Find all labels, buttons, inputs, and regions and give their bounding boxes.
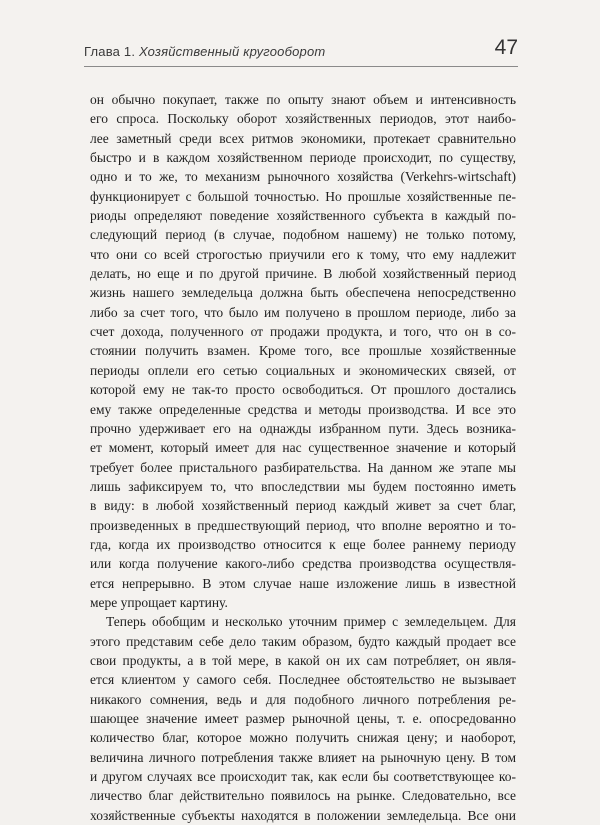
text-line: количество благ, которое можно получить снижая цену; и наоборот, — [90, 730, 516, 746]
text-line: либо за счет того, что было им получено в прошлом периоде, либо за — [90, 304, 516, 320]
text-line: мере упрощает картину. — [90, 594, 228, 610]
text-line: стоянии получить взамен. Кроме того, все прошлые хозяйственные — [90, 343, 516, 359]
text-line: делать, но еще и по другой причине. В любой хозяйственный период — [90, 266, 516, 282]
header-rule — [84, 66, 518, 67]
text-line: никакого сомнения, ведь и для подобного личного потребления ре- — [90, 691, 516, 707]
text-line: быстро и в каждом хозяйственном периоде происходит, по существу, — [90, 150, 516, 166]
chapter-title: Хозяйственный кругооборот — [138, 44, 326, 59]
page-number: 47 — [494, 36, 518, 59]
text-line: он обычно покупает, также по опыту знают объем и интенсивность — [90, 92, 516, 107]
text-line: риоды определяют поведение хозяйственного субъекта в каждый по- — [90, 208, 516, 224]
text-line: ему также определенные средства и методы производства. И все это — [90, 401, 516, 417]
text-line: периоды оплели его сетью социальных и экономических связей, от — [90, 362, 516, 378]
text-line: которой ему не так-то просто освободиться. От прошлого достались — [90, 382, 516, 398]
text-line: этого представим себе дело таким образом, будто каждый продает все — [90, 633, 516, 649]
text-line: функционирует с большой точностью. Но прошлые хозяйственные пе- — [90, 188, 516, 204]
text-line: в виду: в любой хозяйственный период каждый живет за счет благ, — [90, 498, 516, 514]
text-line: ется непрерывно. В этом случае наше изложение лишь в известной — [90, 575, 516, 591]
text-line: одно и то же, то механизм рыночного хозяйства (Verkehrs-wirtschaft) — [90, 169, 516, 185]
text-line: ет момент, который имеет для нас существенное значение и который — [90, 440, 516, 456]
text-line: лишь зафиксируем то, что впоследствии мы будем постоянно иметь — [90, 478, 516, 494]
text-line: следующий период (в случае, подобном нашему) не только потому, — [90, 227, 516, 243]
text-line: ется клиентом у самого себя. Последнее обстоятельство не вызывает — [90, 672, 516, 688]
text-line: величина личного потребления также влияет на рыночную цену. В том — [90, 749, 516, 765]
text-line: лее заметный среди всех ритмов экономики, протекает сравнительно — [90, 130, 516, 146]
text-line: счет дохода, полученного от продажи продукта, и того, что он в со- — [90, 324, 516, 340]
running-header — [84, 34, 518, 64]
text-line: произведенных в предшествующий период, что вполне вероятно и то- — [90, 517, 516, 533]
chapter-heading — [84, 44, 325, 59]
text-line: шающее значение имеет размер рыночной цены, т. е. опосредованно — [90, 711, 516, 726]
text-line: требует более пристального разбирательства. На данном же этапе мы — [90, 459, 516, 475]
text-line: хозяйственные субъекты находятся в положении земледельца. Все они — [90, 807, 516, 823]
body-text — [90, 90, 516, 825]
text-line: что они со всей строгостью приучили его к тому, что ему надлежит — [90, 246, 516, 262]
text-line: или когда получение какого-либо средства производства осуществля- — [90, 556, 516, 572]
text-line: свои продукты, а в той мере, в какой он их сам потребляет, он явля- — [90, 652, 516, 668]
text-line: жизнь нашего земледельца должна быть обеспечена непосредственно — [90, 285, 516, 301]
text-line: Теперь обобщим и несколько уточним пример с земледельцем. Для — [106, 614, 516, 630]
text-line: и другом случаях все происходит так, как если бы соответствующее ко- — [90, 769, 516, 785]
text-line: его спроса. Поскольку оборот хозяйственных периодов, этот наибо- — [90, 111, 516, 127]
text-line: гда, когда их производство относится к еще более раннему периоду — [90, 536, 516, 552]
text-line: личество благ действительно появилось на рынке. Следовательно, все — [90, 788, 516, 804]
text-line: прочно удерживает его на однажды избранном пути. Здесь возника- — [90, 420, 516, 436]
chapter-label: Глава 1. — [84, 44, 136, 59]
